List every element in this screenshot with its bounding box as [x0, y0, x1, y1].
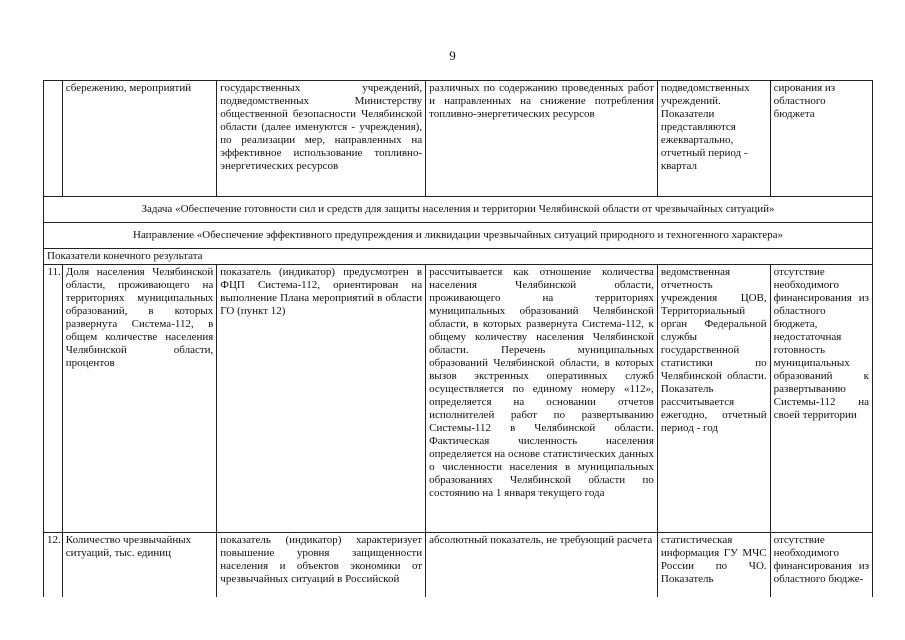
task-row	[44, 197, 873, 223]
indicator-name-cell: Количество чрезвычайных ситуаций, тыс. единиц	[62, 533, 217, 597]
indicators-header-row	[44, 249, 873, 265]
risk-factors-cell: сирования из областного бюджета	[770, 81, 872, 197]
table-row-continuation	[44, 81, 873, 197]
row-number-cell: 12.	[44, 533, 63, 597]
row-number-cell: 11.	[44, 265, 63, 533]
indicator-description-cell: показатель (индикатор) характеризует повышение уровня защищенности населения и объектов экономики от чрезвычайных ситуаций в Российской	[217, 533, 426, 597]
indicators-header: Показатели конечного результата	[44, 249, 873, 265]
calculation-method-cell: различных по содержанию проведенных работ и направленных на снижение потребления топливно-энергетических ресурсов	[426, 81, 658, 197]
table-row-12	[44, 533, 873, 597]
risk-factors-cell: отсутствие необходимого финансирования из областного бюдже-	[770, 533, 872, 597]
data-source-cell: ведомственная отчетность учреждения ЦОВ, Территориальный орган Федеральной службы государственной статистики по Челябинской области. Показатель рассчитывается ежегодно, отчетный период - год	[657, 265, 770, 533]
calculation-method-cell: абсолютный показатель, не требующий расчета	[426, 533, 658, 597]
calculation-method-cell: рассчитывается как отношение количества населения Челябинской области, проживающего на территориях муниципальных образований Челябинской области, в которых развернута Система-112, к общему количеству населения Челябинской области. Перечень муниципальных образований Челябинской области, в которых вызов экстренных оперативных служб осуществляется по единому номеру «112», определяется на основании отчетов исполнителей работ по развертыванию Системы-112 в Челябинской области. Фактическая численность населения определяется на основе статистических данных о численности населения в муниципальных образованиях Челябинской области по состоянию на 1 января текущего года	[426, 265, 658, 533]
direction-row	[44, 223, 873, 249]
data-source-cell: подведомственных учреждений. Показатели представляются ежеквартально, отчетный период - квартал	[657, 81, 770, 197]
indicators-table	[43, 80, 873, 597]
table-row-11	[44, 265, 873, 533]
data-source-cell: статистическая информация ГУ МЧС России по ЧО. Показатель	[657, 533, 770, 597]
indicator-description-cell: государственных учреждений, подведомственных Министерству общественной безопасности Челябинской области (далее именуются - учреждения), по реализации мер, направленных на эффективное использование топливно-энергетических ресурсов	[217, 81, 426, 197]
row-number-cell	[44, 81, 63, 197]
task-heading: Задача «Обеспечение готовности сил и средств для защиты населения и территории Челябинской области от чрезвычайных ситуаций»	[44, 197, 873, 223]
page-number: 9	[449, 48, 456, 63]
direction-heading: Направление «Обеспечение эффективного предупреждения и ликвидации чрезвычайных ситуаций природного и техногенного характера»	[44, 223, 873, 249]
indicator-description-cell: показатель (индикатор) предусмотрен в ФЦП Система-112, ориентирован на выполнение Плана мероприятий в области ГО (пункт 12)	[217, 265, 426, 533]
risk-factors-cell: отсутствие необходимого финансирования из областного бюджета, недостаточная готовность муниципальных образований к развертыванию Системы-112 на своей территории	[770, 265, 872, 533]
indicator-name-cell: Доля населения Челябинской области, проживающего на территориях муниципальных образований, в которых развернута Система-112, в общем количестве населения Челябинской области, процентов	[62, 265, 217, 533]
indicator-name-cell: сбережению, мероприятий	[62, 81, 217, 197]
